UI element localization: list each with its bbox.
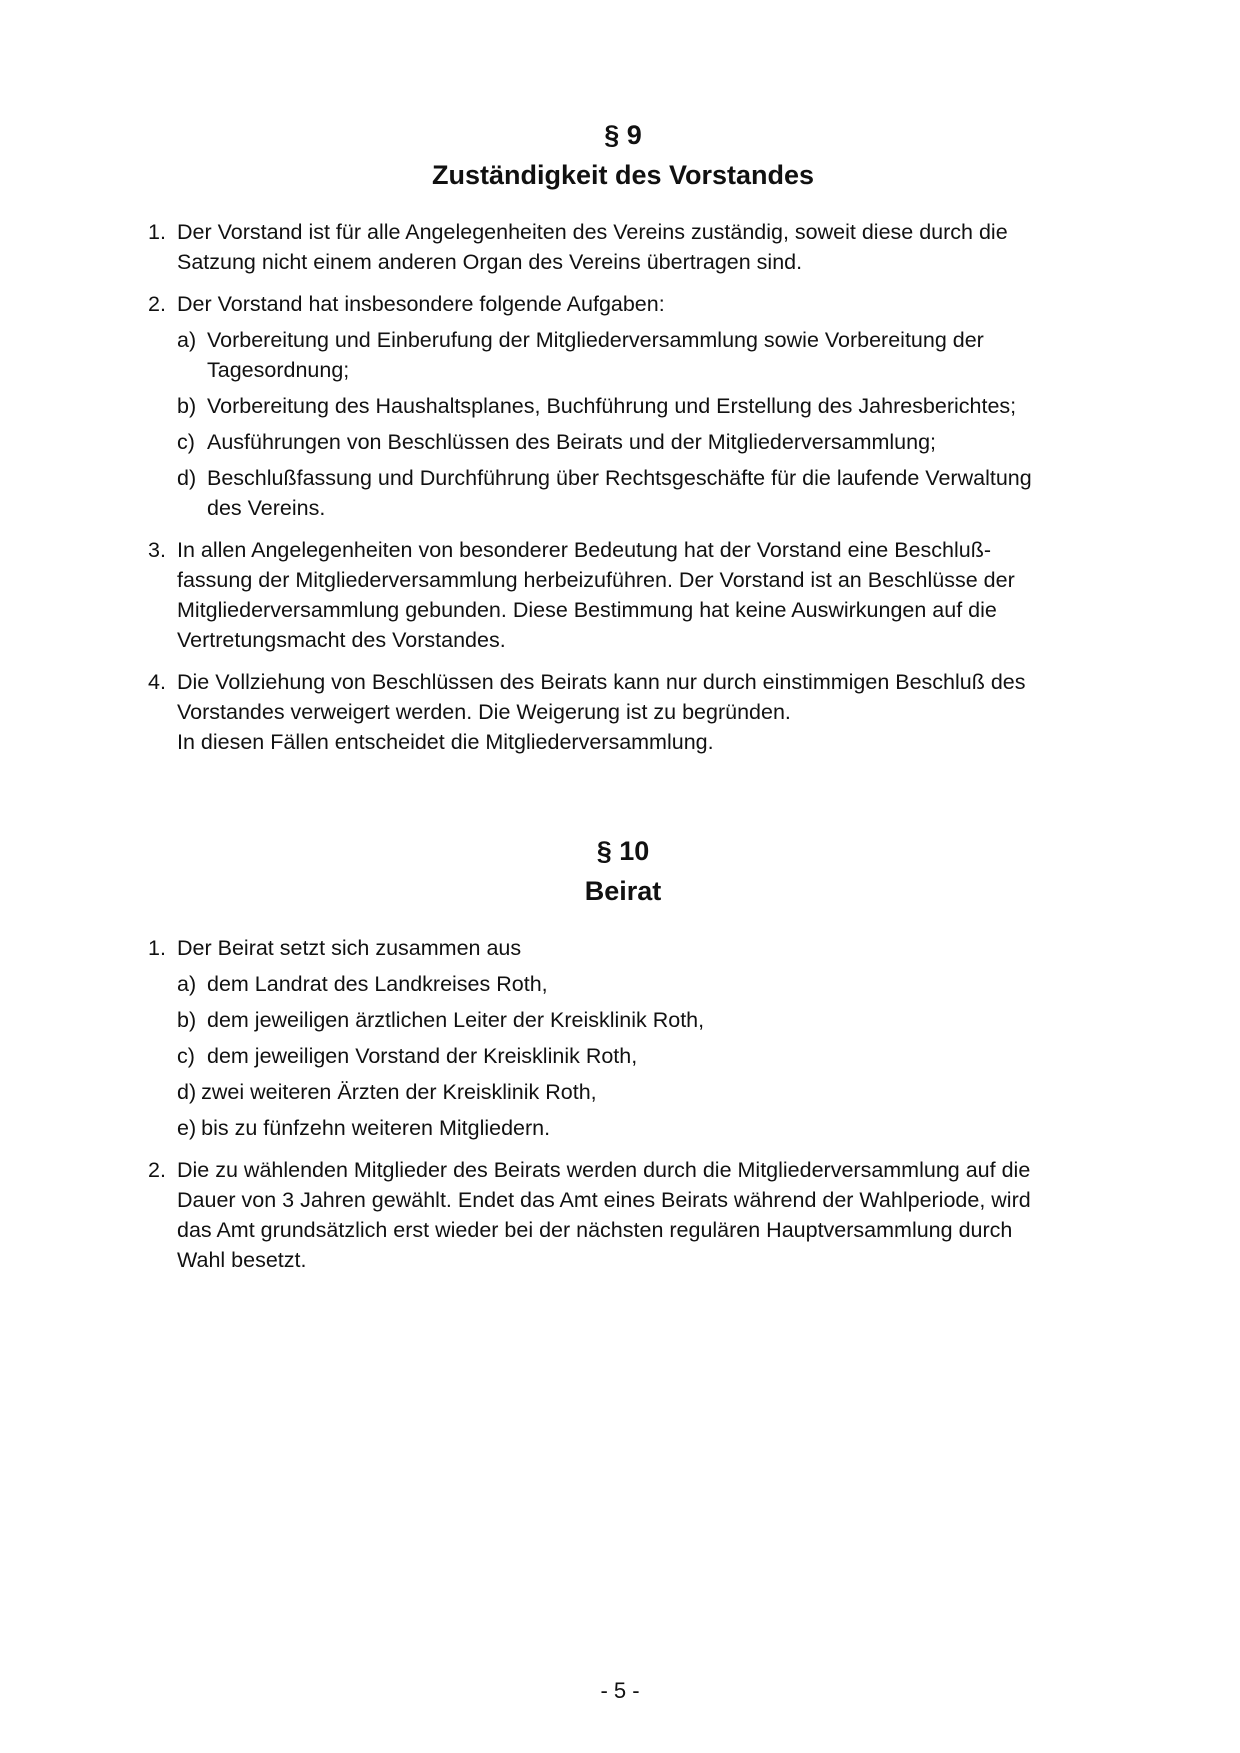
sub-list-item <box>177 463 1098 523</box>
item-text-line: Vertretungsmacht des Vorstandes. <box>177 628 506 652</box>
section-9 <box>148 115 1098 769</box>
sub-item-letter: c) <box>177 430 195 454</box>
section-items <box>148 933 1098 1275</box>
sub-item-text-line: zwei weiteren Ärzten der Kreisklinik Roth, <box>201 1080 597 1104</box>
section-title: Zuständigkeit des Vorstandes <box>431 160 815 190</box>
item-text-line: fassung der Mitgliederversammlung herbeizuführen. Der Vorstand ist an Beschlüsse der <box>177 568 1015 592</box>
item-number: 3. <box>148 538 166 562</box>
sub-item-text-line: Ausführungen von Beschlüssen des Beirats und der Mitgliederversammlung; <box>207 430 937 454</box>
sub-list-item <box>177 427 1098 457</box>
item-number: 1. <box>148 936 166 960</box>
item-text-line: In allen Angelegenheiten von besonderer Bedeutung hat der Vorstand eine Beschluß- <box>177 538 992 562</box>
sub-list-item <box>177 325 1098 385</box>
sub-item-text-line: dem Landrat des Landkreises Roth, <box>207 972 548 996</box>
sub-item-text-line: Vorbereitung und Einberufung der Mitgliederversammlung sowie Vorbereitung der <box>207 328 984 352</box>
item-text-line: Wahl besetzt. <box>177 1248 307 1272</box>
section-10 <box>148 831 1098 1287</box>
item-text-line: Der Vorstand hat insbesondere folgende Aufgaben: <box>177 292 665 316</box>
sub-list <box>177 325 1098 523</box>
section-heading <box>148 831 1098 911</box>
sub-item-letter: a) <box>177 972 197 996</box>
sub-item-text-line: bis zu fünfzehn weiteren Mitgliedern. <box>201 1116 551 1140</box>
item-text-line: Der Vorstand ist für alle Angelegenheiten des Vereins zuständig, soweit diese durch die <box>177 220 1008 244</box>
item-text-line: Mitgliederversammlung gebunden. Diese Bestimmung hat keine Auswirkungen auf die <box>177 598 997 622</box>
sub-item-letter: d) <box>177 466 197 490</box>
sub-item-letter: e) <box>177 1116 197 1140</box>
sub-item-text-line: des Vereins. <box>207 496 326 520</box>
sub-item-letter: d) <box>177 1080 197 1104</box>
sub-item-text-line: dem jeweiligen ärztlichen Leiter der Kreisklinik Roth, <box>207 1008 705 1032</box>
item-number: 1. <box>148 220 166 244</box>
sub-item-letter: b) <box>177 1008 197 1032</box>
sub-list <box>177 969 1098 1143</box>
sub-item-text-line: Tagesordnung; <box>207 358 350 382</box>
item-text-line: Vorstandes verweigert werden. Die Weigerung ist zu begründen. <box>177 700 791 724</box>
section-number: § 9 <box>604 120 642 150</box>
sub-list-item <box>177 391 1098 421</box>
list-item <box>148 217 1098 277</box>
item-number: 2. <box>148 292 166 316</box>
list-item <box>148 289 1098 523</box>
section-items <box>148 217 1098 757</box>
sub-list-item <box>177 1113 1098 1143</box>
item-text-line: Die zu wählenden Mitglieder des Beirats werden durch die Mitgliederversammlung auf die <box>177 1158 1031 1182</box>
sub-item-letter: a) <box>177 328 197 352</box>
sub-item-text-line: dem jeweiligen Vorstand der Kreisklinik Roth, <box>207 1044 638 1068</box>
item-text-line: Satzung nicht einem anderen Organ des Vereins übertragen sind. <box>177 250 803 274</box>
list-item <box>148 1155 1098 1275</box>
item-text-line: Der Beirat setzt sich zusammen aus <box>177 936 522 960</box>
section-heading <box>148 115 1098 195</box>
sub-item-letter: b) <box>177 394 197 418</box>
sub-list-item <box>177 969 1098 999</box>
list-item <box>148 667 1098 757</box>
item-text-line: Dauer von 3 Jahren gewählt. Endet das Amt eines Beirats während der Wahlperiode, wird <box>177 1188 1031 1212</box>
sub-list-item <box>177 1077 1098 1107</box>
sub-list-item <box>177 1005 1098 1035</box>
sub-item-letter: c) <box>177 1044 195 1068</box>
sub-item-text-line: Vorbereitung des Haushaltsplanes, Buchführung und Erstellung des Jahresberichtes; <box>207 394 1017 418</box>
section-number: § 10 <box>596 836 650 866</box>
section-title: Beirat <box>584 876 662 906</box>
list-item <box>148 933 1098 1143</box>
sub-list-item <box>177 1041 1098 1071</box>
item-text-line: In diesen Fällen entscheidet die Mitgliederversammlung. <box>177 730 714 754</box>
item-number: 4. <box>148 670 166 694</box>
item-number: 2. <box>148 1158 166 1182</box>
item-text-line: Die Vollziehung von Beschlüssen des Beirats kann nur durch einstimmigen Beschluß des <box>177 670 1026 694</box>
page-number: - 5 - <box>600 1678 640 1703</box>
list-item <box>148 535 1098 655</box>
sub-item-text-line: Beschlußfassung und Durchführung über Rechtsgeschäfte für die laufende Verwaltung <box>207 466 1032 490</box>
item-text-line: das Amt grundsätzlich erst wieder bei der nächsten regulären Hauptversammlung durch <box>177 1218 1013 1242</box>
